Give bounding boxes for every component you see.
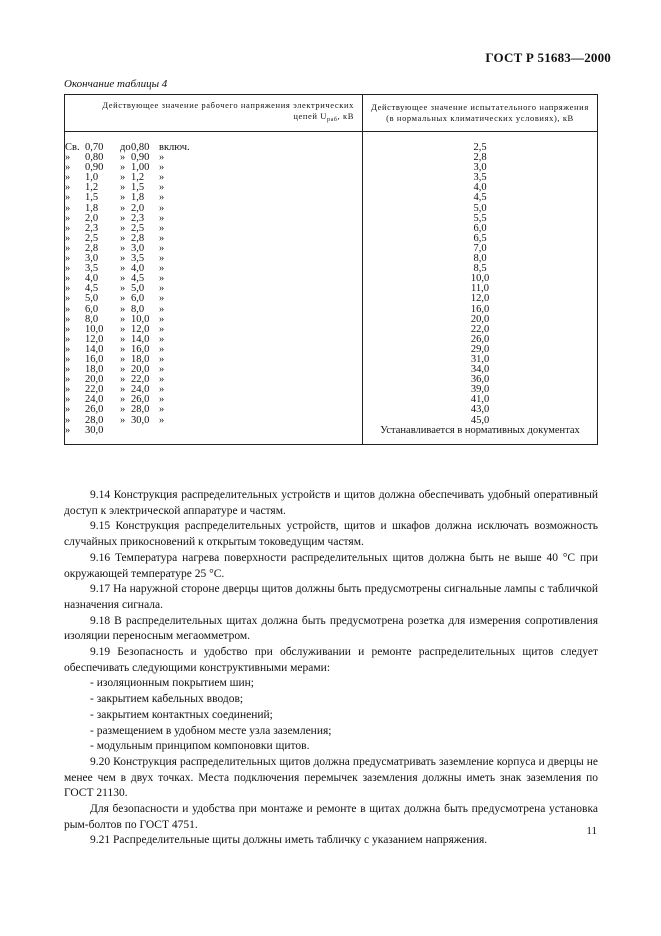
paragraph-9-15: 9.15 Конструкция распределительных устройств, щитов и шкафов должна исключать возможность случайных прикосновений к открытым токоведущим частям.: [64, 520, 598, 549]
range-to: 0,90: [131, 152, 150, 164]
range-separator: »: [120, 283, 126, 295]
test-voltage-value: 16,0: [470, 303, 490, 315]
range-prefix: »: [65, 202, 71, 214]
voltage-range-row: [65, 224, 362, 234]
measure-item: - модульным принципом компоновки щитов.: [90, 740, 310, 753]
range-suffix: »: [159, 343, 165, 355]
paragraph-9-20: 9.20 Конструкция распределительных щитов должна предусматривать заземление корпуса и дверцы не менее чем в двух точках. Места подключения перемычек заземления должны иметь знак заземления по ГОСТ 21130.: [64, 755, 598, 800]
range-suffix: »: [159, 212, 165, 224]
voltage-range-row: [65, 335, 362, 345]
range-to: 16,0: [131, 343, 150, 355]
range-prefix: »: [65, 232, 71, 244]
test-voltage-value: 5,0: [473, 202, 487, 214]
range-separator: »: [120, 273, 126, 285]
range-from: 2,5: [85, 232, 99, 244]
range-separator: »: [120, 162, 126, 174]
voltage-range-row: [65, 284, 362, 294]
test-voltage-value: 6,5: [473, 232, 487, 244]
paragraph-9-18: 9.18 В распределительных щитах должна быть предусмотрена розетка для измерения сопротивления изоляции переносным мегаомметром.: [64, 614, 598, 643]
range-separator: »: [120, 394, 126, 406]
voltage-range-row: [65, 173, 362, 183]
range-suffix: »: [159, 404, 165, 416]
range-prefix: Св.: [65, 142, 80, 153]
range-separator: »: [120, 152, 126, 164]
range-separator: »: [120, 364, 126, 376]
range-separator: »: [120, 253, 126, 265]
range-suffix: »: [159, 353, 165, 365]
range-separator: »: [120, 293, 126, 305]
range-to: 14,0: [131, 333, 150, 345]
test-voltage-value: 34,0: [470, 364, 490, 376]
voltage-range-row: [65, 365, 362, 375]
range-separator: »: [120, 374, 126, 386]
voltage-range-row: [65, 214, 362, 224]
test-voltage-value: 12,0: [470, 293, 490, 305]
table-header-row: [65, 95, 598, 132]
range-from: 2,3: [85, 222, 99, 234]
voltage-range-row: [65, 305, 362, 315]
range-prefix: »: [65, 222, 71, 234]
voltage-range-row: [65, 234, 362, 244]
voltage-range-row: [65, 395, 362, 405]
test-voltage-value: 2,8: [473, 152, 487, 164]
range-suffix: »: [159, 273, 165, 285]
range-from: 1,0: [85, 172, 99, 184]
voltage-range-row: [65, 264, 362, 274]
range-to: 24,0: [131, 384, 150, 396]
body-text: [64, 488, 598, 849]
range-prefix: »: [65, 303, 71, 315]
test-voltage-value: 2,5: [473, 142, 487, 153]
range-prefix: »: [65, 353, 71, 365]
header-left-subscript: раб: [327, 117, 338, 123]
voltage-range-row: [65, 416, 362, 426]
range-to: 1,00: [131, 162, 150, 174]
voltage-range-row: [65, 143, 362, 153]
range-from: 6,0: [85, 303, 99, 315]
range-suffix: »: [159, 283, 165, 295]
paragraph-9-17: 9.17 На наружной стороне дверцы щитов должны быть предусмотрены сигнальные лампы с табличкой назначения сигнала.: [64, 583, 598, 611]
range-prefix: »: [65, 273, 71, 285]
range-suffix: »: [159, 152, 165, 164]
range-suffix: »: [159, 384, 165, 396]
test-voltage-value: 29,0: [470, 343, 490, 355]
range-prefix: »: [65, 192, 71, 204]
range-to: 2,3: [131, 212, 145, 224]
voltage-range-row: [65, 405, 362, 415]
range-suffix: »: [159, 293, 165, 305]
test-voltage-value: 8,0: [473, 253, 487, 265]
range-from: 16,0: [85, 353, 104, 365]
test-voltage-value: 22,0: [470, 323, 490, 335]
range-suffix: »: [159, 394, 165, 406]
range-from: 10,0: [85, 323, 104, 335]
range-separator: »: [120, 182, 126, 194]
range-prefix: »: [65, 172, 71, 184]
test-voltage-value: 3,5: [473, 172, 487, 184]
range-suffix: »: [159, 202, 165, 214]
range-separator: »: [120, 192, 126, 204]
header-right-line2: (в нормальных климатических условиях), кВ: [386, 113, 574, 123]
range-prefix: »: [65, 283, 71, 295]
range-separator: »: [120, 222, 126, 234]
document-header-code: ГОСТ Р 51683—2000: [485, 50, 611, 65]
range-from: 0,90: [85, 162, 104, 174]
range-to: 6,0: [131, 293, 145, 305]
range-suffix: »: [159, 192, 165, 204]
range-suffix: »: [159, 263, 165, 275]
table-caption: Окончание таблицы 4: [64, 78, 168, 90]
range-to: 1,2: [131, 172, 145, 184]
test-voltage-value: 43,0: [470, 404, 490, 416]
range-suffix: »: [159, 323, 165, 335]
paragraph-9-14: 9.14 Конструкция распределительных устройств и щитов должна обеспечивать удобный оперативный доступ к электрической аппаратуре и частям.: [64, 489, 598, 517]
range-separator: »: [120, 333, 126, 345]
range-from: 0,70: [85, 142, 104, 153]
range-from: 3,0: [85, 253, 99, 265]
voltage-range-row: [65, 375, 362, 385]
range-prefix: »: [65, 152, 71, 164]
range-from: 4,5: [85, 283, 99, 295]
range-from: 0,80: [85, 152, 104, 164]
test-voltage-value: 4,0: [473, 182, 487, 194]
voltage-range-row: [65, 274, 362, 284]
range-prefix: »: [65, 242, 71, 254]
range-prefix: »: [65, 343, 71, 355]
range-prefix: »: [65, 293, 71, 305]
table-body-row: [65, 132, 598, 445]
header-working-voltage: [65, 95, 363, 132]
range-suffix: включ.: [159, 142, 190, 153]
range-from: 1,2: [85, 182, 99, 194]
range-to: 4,5: [131, 273, 145, 285]
range-from: 26,0: [85, 404, 104, 416]
working-voltage-column: [65, 132, 363, 445]
test-voltage-value: 20,0: [470, 313, 490, 325]
range-from: 14,0: [85, 343, 104, 355]
range-from: 24,0: [85, 394, 104, 406]
test-voltage-value: 31,0: [470, 353, 490, 365]
voltage-table: [64, 94, 598, 445]
range-prefix: »: [65, 404, 71, 416]
range-to: 2,5: [131, 222, 145, 234]
measure-item: - закрытием кабельных вводов;: [90, 693, 244, 706]
range-prefix: »: [65, 374, 71, 386]
range-from: 4,0: [85, 273, 99, 285]
test-voltage-value: 41,0: [470, 394, 490, 406]
range-to: 0,80: [131, 142, 150, 153]
voltage-range-row: [65, 426, 362, 436]
range-suffix: »: [159, 313, 165, 325]
range-to: 1,5: [131, 182, 145, 194]
range-from: 8,0: [85, 313, 99, 325]
range-to: 2,8: [131, 232, 145, 244]
measure-item: - изоляционным покрытием шин;: [90, 677, 254, 690]
paragraph-mounting: Для безопасности и удобства при монтаже и ремонте в щитах должна быть предусмотрена установка рым-болтов по ГОСТ 4751.: [64, 803, 598, 831]
range-to: 22,0: [131, 374, 150, 386]
range-from: 3,5: [85, 263, 99, 275]
range-separator: »: [120, 404, 126, 416]
range-from: 20,0: [85, 374, 104, 386]
range-to: 3,5: [131, 253, 145, 265]
range-prefix: »: [65, 424, 71, 436]
range-separator: »: [120, 172, 126, 184]
test-voltage-value: Устанавливается в нормативных документах: [380, 424, 580, 436]
page-number: 11: [586, 825, 597, 837]
range-separator: »: [120, 303, 126, 315]
voltage-range-row: [65, 153, 362, 163]
voltage-range-row: [65, 244, 362, 254]
range-suffix: »: [159, 222, 165, 234]
range-prefix: »: [65, 333, 71, 345]
range-from: 18,0: [85, 364, 104, 376]
range-from: 1,5: [85, 192, 99, 204]
range-to: 8,0: [131, 303, 145, 315]
range-from: 12,0: [85, 333, 104, 345]
voltage-range-row: [65, 254, 362, 264]
range-to: 1,8: [131, 192, 145, 204]
test-voltage-value: 39,0: [470, 384, 490, 396]
header-right-line1: Действующее значение испытательного напряжения: [371, 102, 589, 112]
range-from: 2,0: [85, 212, 99, 224]
header-left-line2: цепей U: [293, 111, 328, 121]
range-to: 18,0: [131, 353, 150, 365]
range-from: 5,0: [85, 293, 99, 305]
range-prefix: »: [65, 364, 71, 376]
range-separator: »: [120, 212, 126, 224]
test-voltage-value: 45,0: [470, 414, 490, 426]
paragraph-9-16: 9.16 Температура нагрева поверхности распределительных щитов должна быть не выше 40 °С при окружающей температуре 25 °С.: [64, 551, 598, 580]
header-left-line1: Действующее значение рабочего напряжения электрических: [102, 100, 354, 110]
header-left-unit: , кВ: [337, 111, 354, 121]
test-voltage-value: 3,0: [473, 162, 487, 174]
range-prefix: »: [65, 414, 71, 426]
range-suffix: »: [159, 364, 165, 376]
range-prefix: »: [65, 323, 71, 335]
voltage-range-row: [65, 325, 362, 335]
test-voltage-value: 36,0: [470, 374, 490, 386]
range-separator: »: [120, 323, 126, 335]
test-voltage-value: 8,5: [473, 263, 487, 275]
range-to: 26,0: [131, 394, 150, 406]
test-voltage-value: 7,0: [473, 242, 487, 254]
test-voltage-value: 6,0: [473, 222, 487, 234]
range-separator: »: [120, 202, 126, 214]
voltage-range-row: [65, 385, 362, 395]
range-to: 5,0: [131, 283, 145, 295]
range-separator: »: [120, 353, 126, 365]
range-suffix: »: [159, 414, 165, 426]
test-voltage-value: 10,0: [470, 273, 490, 285]
test-voltage-value: 11,0: [471, 283, 489, 295]
range-suffix: »: [159, 232, 165, 244]
range-separator: »: [120, 242, 126, 254]
range-separator: »: [120, 384, 126, 396]
range-prefix: »: [65, 162, 71, 174]
measure-item: - закрытием контактных соединений;: [90, 708, 273, 721]
measure-item: - размещением в удобном месте узла заземления;: [90, 724, 332, 737]
range-suffix: »: [159, 172, 165, 184]
range-prefix: »: [65, 182, 71, 194]
voltage-range-row: [65, 345, 362, 355]
range-suffix: »: [159, 182, 165, 194]
range-to: 12,0: [131, 323, 150, 335]
range-to: 3,0: [131, 242, 145, 254]
range-separator: »: [120, 263, 126, 275]
paragraph-9-19: 9.19 Безопасность и удобство при обслуживании и ремонте распределительных щитов следует обеспечивать следующими конструктивными мерами:: [64, 646, 598, 674]
voltage-range-row: [65, 163, 362, 173]
voltage-range-row: [65, 204, 362, 214]
range-suffix: »: [159, 162, 165, 174]
test-voltage-value: 5,5: [473, 212, 487, 224]
range-prefix: »: [65, 263, 71, 275]
range-to: 28,0: [131, 404, 150, 416]
range-prefix: »: [65, 394, 71, 406]
voltage-range-row: [65, 355, 362, 365]
range-from: 30,0: [85, 424, 104, 436]
range-to: 2,0: [131, 202, 145, 214]
range-from: 1,8: [85, 202, 99, 214]
paragraph-9-21: 9.21 Распределительные щиты должны иметь табличку с указанием напряжения.: [90, 834, 488, 847]
range-separator: »: [120, 414, 126, 426]
range-separator: »: [120, 313, 126, 325]
range-suffix: »: [159, 333, 165, 345]
range-prefix: »: [65, 313, 71, 325]
test-voltage-column: [363, 132, 598, 445]
range-from: 2,8: [85, 242, 99, 254]
range-from: 22,0: [85, 384, 104, 396]
voltage-range-row: [65, 183, 362, 193]
range-suffix: »: [159, 253, 165, 265]
voltage-range-row: [65, 193, 362, 203]
range-to: 4,0: [131, 263, 145, 275]
voltage-range-row: [65, 294, 362, 304]
range-prefix: »: [65, 253, 71, 265]
voltage-range-row: [65, 315, 362, 325]
test-voltage-value: 4,5: [473, 192, 487, 204]
range-suffix: »: [159, 374, 165, 386]
range-prefix: »: [65, 384, 71, 396]
range-to: 30,0: [131, 414, 150, 426]
range-prefix: »: [65, 212, 71, 224]
range-separator: »: [120, 232, 126, 244]
range-suffix: »: [159, 242, 165, 254]
header-test-voltage: [363, 95, 598, 132]
range-to: 20,0: [131, 364, 150, 376]
range-separator: »: [120, 343, 126, 355]
range-separator: до: [120, 142, 131, 153]
range-from: 28,0: [85, 414, 104, 426]
range-to: 10,0: [131, 313, 150, 325]
range-suffix: »: [159, 303, 165, 315]
test-voltage-value: 26,0: [470, 333, 490, 345]
